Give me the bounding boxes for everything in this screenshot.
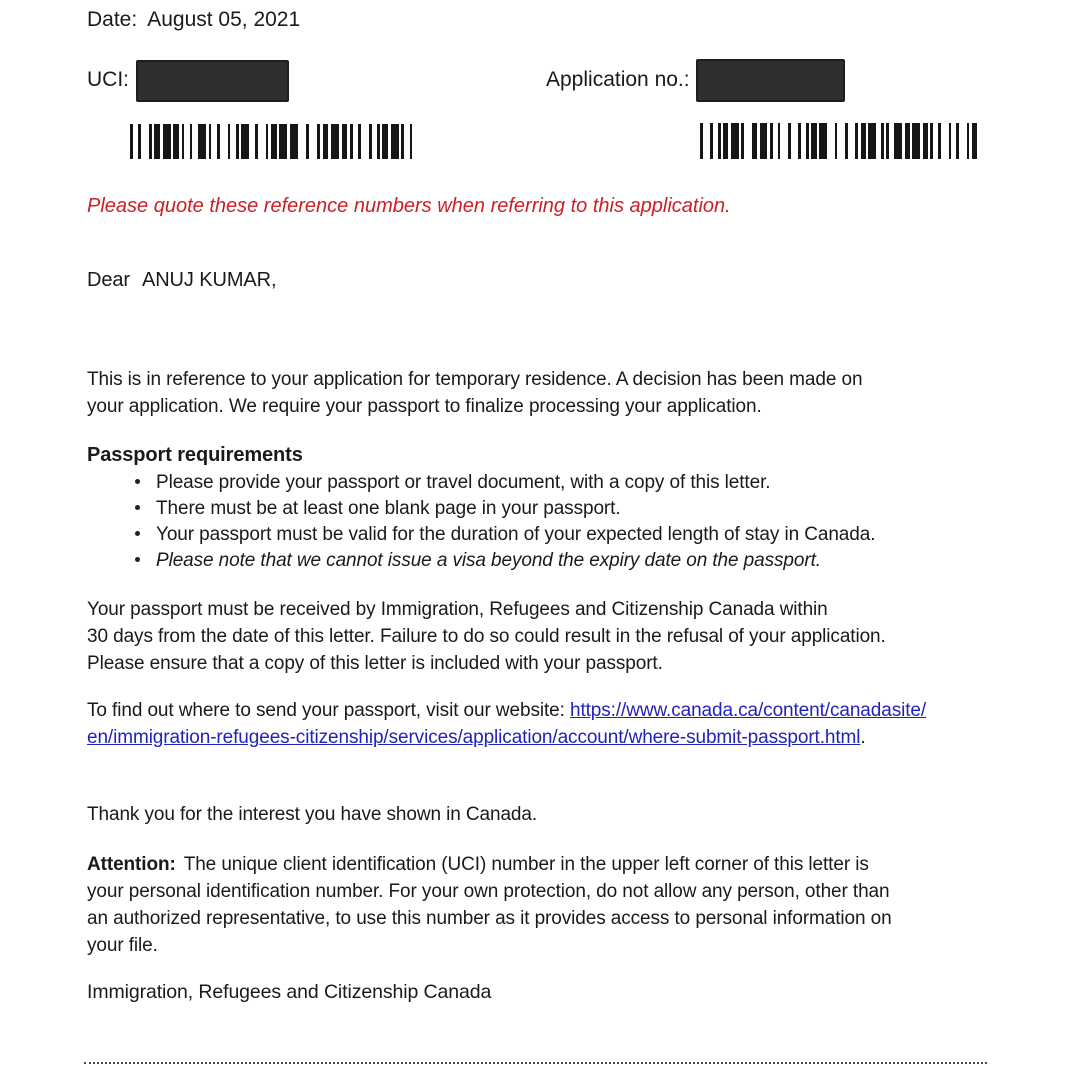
attention-text: The unique client identification (UCI) number in the upper left corner of this letter is [183, 854, 869, 875]
paragraph-line: Your passport must be received by Immigration, Refugees and Citizenship Canada within [87, 599, 828, 620]
requirement-item [135, 547, 875, 573]
paragraph-line: an authorized representative, to use this number as it provides access to personal information on [87, 908, 892, 929]
paragraph-thanks: Thank you for the interest you have shown in Canada. [87, 804, 538, 825]
signature-org: Immigration, Refugees and Citizenship Canada [87, 981, 492, 1003]
requirement-text: Please note that we cannot issue a visa beyond the expiry date on the passport. [156, 550, 821, 571]
paragraph-line: Please ensure that a copy of this letter is included with your passport. [87, 653, 663, 674]
paragraph-decision [87, 366, 862, 420]
paragraph-line: 30 days from the date of this letter. Failure to do so could result in the refusal of your application. [87, 626, 886, 647]
page-divider-dotted-line [84, 1062, 987, 1064]
recipient-name: ANUJ KUMAR, [141, 269, 277, 291]
requirements-heading: Passport requirements [87, 444, 303, 466]
paragraph-line [87, 697, 926, 724]
application-number-label: Application no.: [546, 68, 690, 91]
paragraph-line: your personal identification number. For your own protection, do not allow any person, other than [87, 881, 890, 902]
bullet-icon [135, 531, 140, 536]
passport-submit-link[interactable]: en/immigration-refugees-citizenship/services/application/account/where-submit-passport.html [87, 727, 861, 748]
requirement-text: There must be at least one blank page in your passport. [156, 498, 621, 519]
salutation [87, 267, 276, 294]
date-line [87, 8, 300, 32]
application-number-redaction-box [696, 59, 845, 102]
application-barcode [700, 123, 977, 159]
bullet-icon [135, 505, 140, 510]
requirement-text: Please provide your passport or travel document, with a copy of this letter. [156, 472, 771, 493]
bullet-icon [135, 557, 140, 562]
requirement-item [135, 495, 875, 521]
attention-label: Attention: [87, 854, 176, 875]
paragraph-line [87, 851, 892, 878]
paragraph-line: your application. We require your passport to finalize processing your application. [87, 396, 762, 417]
requirements-list [135, 469, 875, 573]
requirement-text: Your passport must be valid for the duration of your expected length of stay in Canada. [156, 524, 876, 545]
uci-barcode [130, 124, 412, 159]
uci-label: UCI: [87, 68, 129, 91]
passport-submit-link[interactable]: https://www.canada.ca/content/canadasite/ [569, 700, 927, 721]
date-label: Date: [87, 8, 138, 31]
paragraph-line: This is in reference to your application for temporary residence. A decision has been made on [87, 369, 863, 390]
paragraph-line [87, 724, 926, 751]
date-value: August 05, 2021 [147, 8, 301, 31]
reference-note: Please quote these reference numbers when referring to this application. [87, 195, 731, 217]
salutation-prefix: Dear [87, 269, 130, 291]
uci-redaction-box [136, 60, 289, 102]
requirement-item [135, 469, 875, 495]
requirement-item [135, 521, 875, 547]
paragraph-website [87, 697, 926, 751]
paragraph-deadline [87, 596, 886, 677]
website-intro-text: To find out where to send your passport, visit our website: [87, 700, 565, 721]
paragraph-line: your file. [87, 935, 158, 956]
link-period: . [860, 727, 866, 748]
paragraph-attention [87, 851, 892, 959]
bullet-icon [135, 479, 140, 484]
